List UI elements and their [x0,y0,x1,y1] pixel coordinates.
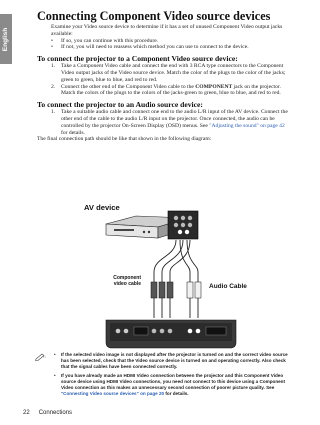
component-step-1 [51,63,291,83]
note-text-tail: for details. [164,391,189,396]
page-number: 22 [23,410,30,416]
connecting-video-link[interactable]: "Connecting Video source devices" on page 20 [61,391,165,396]
step-text-tail: for details. [61,129,85,136]
step-text-tail: jack on the projector. Match the colors of the plugs to the colors of the jacks-green to green, blue to blue, and red to red. [61,83,281,97]
component-jack-name: COMPONENT [195,83,233,90]
intro-bullet: • If so, you can continue with this procedure. [51,38,291,45]
intro-paragraph: Examine your Video source device to determine if it has a set of unused Component Video output jacks available: [51,24,283,37]
note-item [54,373,293,397]
section-heading-component: To connect the projector to a Component Video source device: [37,54,238,64]
page-title: Connecting Component Video source devices [37,9,271,23]
component-cable-label-line1: Component [113,275,141,281]
final-path-sentence: The final connection path should be like that shown in the following diagram: [37,136,212,143]
component-cable-illustration [154,240,190,318]
note-pencil-icon [35,353,47,361]
step-text: Take a suitable audio cable and connect one end to the audio L/R input of the AV device. Connect the other end of the cable to the audio L/R input on the projector. Once connected, the audio can be controlled by the projector On-Screen Display (OSD) menus. See [61,109,288,129]
section-heading-audio: To connect the projector to an Audio source device: [37,100,203,110]
adjusting-sound-link[interactable]: "Adjusting the sound" on page 42 [209,122,285,129]
notes-block [35,352,293,400]
step-text: Connect the other end of the Component Video cable to the [61,83,196,90]
intro-bullet: • If not, you will need to reassess which method you can use to connect to the device. [51,44,291,51]
component-cable-label [81,275,141,287]
language-tab-label: English [2,27,10,51]
audio-steps-list [37,109,291,136]
page-footer [23,410,72,416]
av-device-label: AV device [84,203,120,212]
intro-block [37,24,291,51]
language-side-tab [0,14,12,64]
audio-cable-illustration [180,240,198,318]
component-plugs [151,282,173,298]
audio-step-1 [51,109,291,136]
audio-cable-label: Audio Cable [209,283,247,290]
component-steps-list [37,63,291,97]
step-number: 2. [51,83,56,90]
note-text: If you have already made an HDMI Video connection between the projector and this Component Video source device using HDMI Video connections, you need not connect to this device using a Component Video connection as this makes an unnecessary second connection of poorer picture quality. See [61,373,286,390]
note-item: • If the selected video image is not displayed after the projector is turned on and the correct video source has been selected, check that the Video source device is turned on and operating correctly. Also check that the signal cables have been connected correctly. [54,352,293,370]
step-text: Take a Component Video cable and connect the end with 3 RCA type connectors to the Component Video output jacks of the Video source device. Match the color of the plugs to the color of the jacks; green to green, blue to blue, and red to red. [61,63,286,83]
note-row [35,352,293,397]
step-number: 1. [51,63,56,70]
component-step-2 [51,84,291,98]
step-number: 1. [51,109,56,116]
page-content [37,9,291,143]
projector-panel-illustration [106,320,236,348]
footer-section-name: Connections [38,410,73,416]
notes-list [54,352,293,397]
intro-bullet-list [51,38,291,52]
component-cable-label-line2: video cable [113,281,141,287]
audio-plugs [187,282,201,298]
av-jack-panel [168,211,198,239]
